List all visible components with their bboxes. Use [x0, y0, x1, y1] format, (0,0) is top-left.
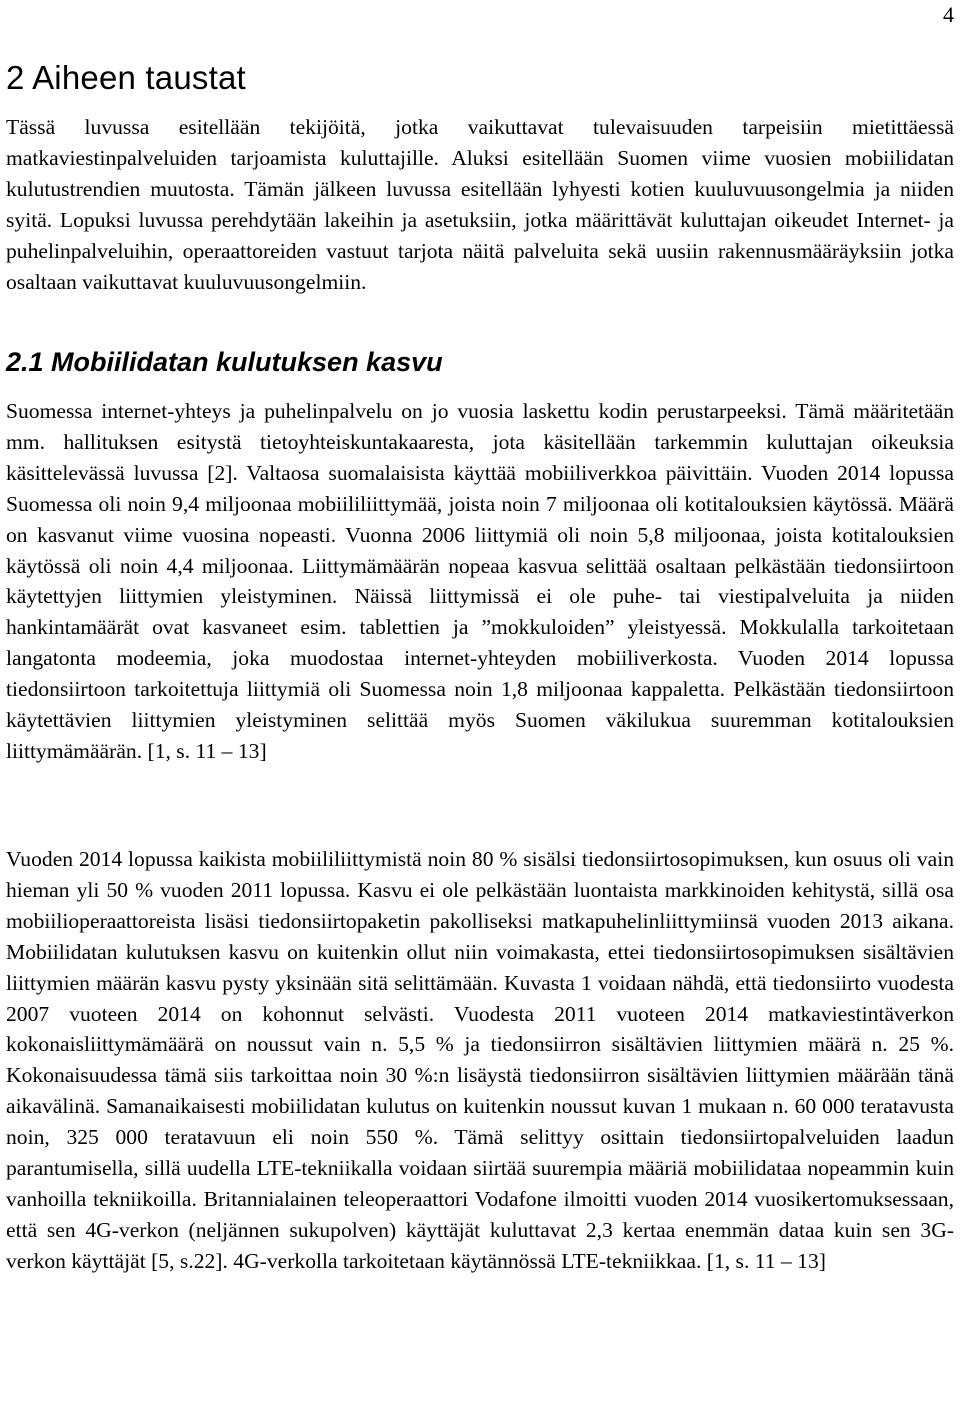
body-paragraph: Vuoden 2014 lopussa kaikista mobiililiittymistä noin 80 % sisälsi tiedonsiirtosopimuksen, kun osuus oli vain hieman yli 50 % vuoden 2011 lopussa. Kasvu ei ole pelkästään luontaista markkinoiden kehitystä, sillä osa mobiilioperaattoreista lisäsi tiedonsiirtopaketin pakolliseksi matkapuhelinliittymiinsä vuoden 2013 aikana. Mobiilidatan kulutuksen kasvu on kuitenkin ollut niin voimakasta, ettei tiedonsiirtosopimuksen sisältävien liittymien määrän kasvu pysty yksinään sitä selittämään. Kuvasta 1 voidaan nähdä, että tiedonsiirto vuodesta 2007 vuoteen 2014 on kohonnut selvästi. Vuodesta 2011 vuoteen 2014 matkaviestintäverkon kokonaisliittymämäärä on noussut vain n. 5,5 % ja tiedonsiirron sisältävien liittymien määrä n. 25 %. Kokonaisuudessa tämä siis tarkoittaa noin 30 %:n lisäystä tiedonsiirron sisältävien liittymien määrään tänä aikavälinä. Samanaikaisesti mobiilidatan kulutus on kuitenkin noussut kuvan 1 mukaan n. 60 000 teratavusta noin, 325 000 teratavuun eli noin 550 %. Tämä selittyy osittain tiedonsiirtopalveluiden laadun parantumisella, sillä uudella LTE-tekniikalla voidaan siirtää suurempia määriä mobiilidataa nopeammin kuin vanhoilla tekniikoilla. Britannialainen teleoperaattori Vodafone ilmoitti vuoden 2014 vuosikertomuksessaan, että sen 4G-verkon (neljännen sukupolven) käyttäjät kuluttavat 2,3 kertaa enemmän dataa kuin sen 3G-verkon käyttäjät [5, s.22]. 4G-verkolla tarkoitetaan käytännössä LTE-tekniikkaa. [1, s. 11 – 13] — [6, 847, 954, 1273]
section-intro-paragraph: Tässä luvussa esitellään tekijöitä, jotka vaikuttavat tulevaisuuden tarpeisiin mietittäessä matkaviestinpalveluiden tarjoamista kuluttajille. Aluksi esitellään Suomen viime vuosien mobiilidatan kulutustrendien muutosta. Tämän jälkeen luvussa esitellään lyhyesti kotien kuuluvuusongelmia ja niiden syitä. Lopuksi luvussa perehdytään lakeihin ja asetuksiin, jotka määrittävät kuluttajan oikeudet Internet- ja puhelinpalveluihin, operaattoreiden vastuut tarjota näitä palveluita sekä uusiin rakennusmääräyksiin jotka osaltaan vaikuttavat kuuluvuusongelmiin. — [6, 115, 954, 294]
body-paragraph: Suomessa internet-yhteys ja puhelinpalvelu on jo vuosia laskettu kodin perustarpeeksi. Tämä määritetään mm. hallituksen esitystä tietoyhteiskuntakaaresta, jota käsitellään tarkemmin kuluttajan oikeuksia käsittelevässä luvussa [2]. Valtaosa suomalaisista käyttää mobiiliverkkoa päivittäin. Vuoden 2014 lopussa Suomessa oli noin 9,4 miljoonaa mobiililiittymää, joista noin 7 miljoonaa oli kotitalouksien käytössä. Määrä on kasvanut viime vuosina nopeasti. Vuonna 2006 liittymiä oli noin 5,8 miljoonaa, joista kotitalouksien käytössä oli noin 4,4 miljoonaa. Liittymämäärän nopeaa kasvua selittää osaltaan pelkästään tiedonsiirtoon käytettyjen liittymien yleistyminen. Näissä liittymissä ei ole puhe- tai viestipalveluita ja niiden hankintamäärät ovat kasvaneet esim. tablettien ja ”mokkuloiden” yleistyessä. Mokkulalla tarkoitetaan langatonta modeemia, joka muodostaa internet-yhteyden mobiiliverkosta. Vuoden 2014 lopussa tiedonsiirtoon tarkoitettuja liittymiä oli Suomessa noin 1,8 miljoonaa kappaletta. Pelkästään tiedonsiirtoon käytettävien liittymien yleistyminen selittää myös Suomen väkilukua suuremman kotitalouksien liittymämäärän. [1, s. 11 – 13] — [6, 399, 954, 763]
page-number: 4 — [943, 2, 954, 27]
section-heading: 2 Aiheen taustat — [6, 59, 246, 96]
subsection-heading: 2.1 Mobiilidatan kulutuksen kasvu — [6, 347, 443, 377]
